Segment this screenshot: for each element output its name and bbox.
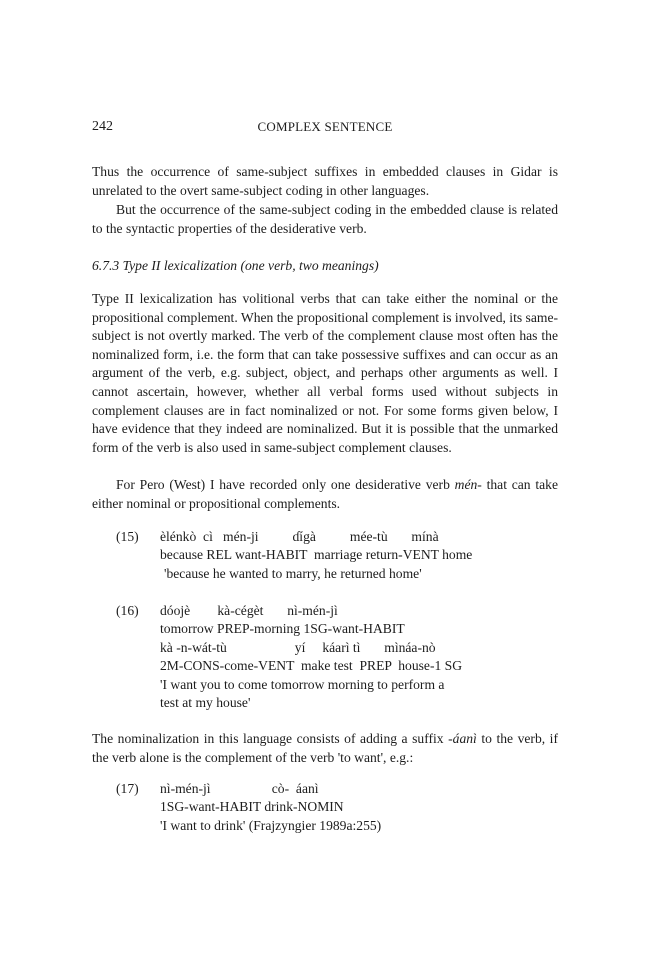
paragraph-5-text-b: to the verb, if the verb alone is the complement of the verb 'to want', e.g.: — [92, 731, 558, 765]
example-16-number: (16) — [116, 603, 139, 618]
page-number: 242 — [92, 119, 113, 134]
example-16-line-3: kà -n-wát-tù yí káarì tì mìnáa-nò — [160, 640, 436, 655]
paragraph-5-term: -áanì — [448, 731, 477, 746]
paragraph-5-text-a: The nominalization in this language consists of adding a suffix — [92, 731, 449, 746]
paragraph-4-text-b: that can take either nominal or propositional complements. — [92, 477, 558, 511]
example-17-line-1: nì-mén-jì cò- áanì — [160, 781, 319, 796]
paragraph-4-term: mén- — [454, 477, 482, 492]
example-16-line-5: 'I want you to come tomorrow morning to perform a — [160, 677, 445, 692]
section-heading: 6.7.3 Type II lexicalization (one verb, two meanings) — [92, 258, 379, 273]
paragraph-4 — [92, 476, 558, 513]
paragraph-3: Type II lexicalization has volitional verbs that can take either the nominal or the propositional complement. When the propositional complement is involved, its same-subject is not overtly marked. The verb of the complement clause most often has the nominalized form, i.e. the form that can take possessive suffixes and can occur as an argument of the verb, e.g. subject, object, and perhaps other arguments as well. I cannot ascertain, however, whether all verbal forms used without subjects in complement clauses are in fact nominalized or not. For some forms given below, I have evidence that they indeed are nominalized. But it is possible that the unmarked form of the verb is also used in same-subject complement clauses. — [92, 291, 559, 455]
example-15-number: (15) — [116, 529, 139, 544]
paragraph-2: But the occurrence of the same-subject coding in the embedded clause is related to the syntactic properties of the desiderative verb. — [92, 202, 558, 236]
example-17-line-2: 1SG-want-HABIT drink-NOMIN — [160, 799, 344, 814]
example-15-line-1: èlénkò cì mén-ji ɗígà mée-tù mínà — [160, 529, 439, 544]
example-16-line-2: tomorrow PREP-morning 1SG-want-HABIT — [160, 621, 405, 636]
example-15-line-2: because REL want-HABIT marriage return-VENT home — [160, 547, 473, 562]
example-15-line-3: 'because he wanted to marry, he returned home' — [164, 566, 422, 581]
paragraph-5 — [92, 730, 558, 767]
example-16-line-1: dóojè kà-cégèt nì-mén-jì — [160, 603, 338, 618]
paragraph-4-text-a: For Pero (West) I have recorded only one desiderative verb — [116, 477, 455, 492]
example-17-line-3: 'I want to drink' (Frajzyngier 1989a:255) — [160, 818, 382, 833]
example-16-line-4: 2M-CONS-come-VENT make test PREP house-1 SG — [160, 658, 463, 673]
example-16-line-6: test at my house' — [160, 695, 251, 710]
paragraph-1: Thus the occurrence of same-subject suffixes in embedded clauses in Gidar is unrelated to the overt same-subject coding in other languages. — [92, 164, 558, 198]
example-17-number: (17) — [116, 781, 139, 796]
running-head: COMPLEX SENTENCE — [257, 119, 393, 134]
